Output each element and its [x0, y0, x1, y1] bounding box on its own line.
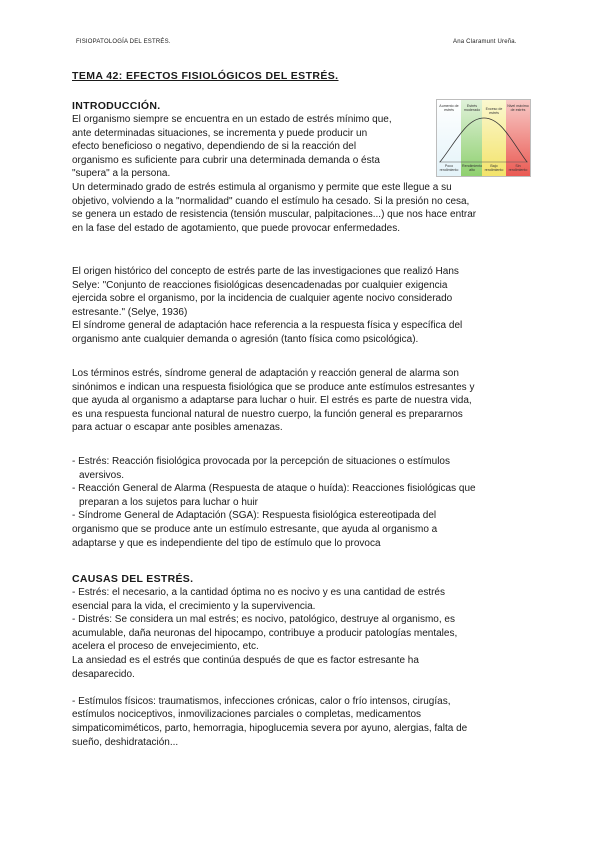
- origin-line: El síndrome general de adaptación hace referencia a la respuesta física y específica del: [72, 320, 463, 332]
- definition-line: - Reacción General de Alarma (Respuesta de ataque o huída): Reacciones fisiológicas que: [72, 483, 476, 495]
- figure-label-bottom-2: Rendimiento alto: [462, 164, 483, 172]
- figure-label-top-1: Aumento de estrés: [439, 104, 459, 112]
- intro-line: Un determinado grado de estrés estimula al organismo y permite que este llegue a su: [72, 181, 452, 193]
- stimuli-line: simpaticomiméticos, parto, hemorragia, hipoglucemia severa por ayuno, alergias, falta de: [72, 722, 468, 734]
- origin-line: estresante." (Selye, 1936): [72, 306, 188, 318]
- page-title: TEMA 42: EFECTOS FISIOLÓGICOS DEL ESTRÉS.: [72, 70, 339, 82]
- origin-section: [72, 265, 532, 347]
- intro-line: efecto beneficioso o negativo, dependiendo de si la reacción del: [72, 141, 357, 153]
- terms-line: para actuar o escapar ante posibles amenazas.: [72, 422, 283, 434]
- causes-line: - Distrés: Se considera un mal estrés; es nocivo, patológico, destruye al organismo, es: [72, 614, 455, 626]
- figure-label-top-4: Nivel máximo de estrés: [507, 104, 529, 112]
- intro-line: "supera" a la persona.: [72, 168, 171, 180]
- terms-line: sinónimos e indican una respuesta fisiológica que se produce ante estímulos estresantes y: [72, 381, 475, 393]
- causes-line: desaparecido.: [72, 668, 135, 680]
- stimuli-line: sueño, deshidratación...: [72, 736, 179, 748]
- intro-line: en la fase del estado de agotamiento, que puede provocar enfermedades.: [72, 222, 401, 234]
- definition-line: organismo que se produce ante un estímulo estresante, que ayuda al organismo a: [72, 523, 438, 535]
- causes-line: acumulable, daña neuronas del hipocampo, contribuye a producir patologías mentales,: [72, 627, 458, 639]
- definition-line: - Estrés: Reacción fisiológica provocada por la percepción de situaciones o estímulos: [72, 456, 450, 467]
- header-author: Ana Claramunt Ureña.: [453, 39, 517, 45]
- intro-line: El organismo siempre se encuentra en un estado de estrés mínimo que,: [72, 114, 392, 125]
- terms-line: Los términos estrés, síndrome general de adaptación y reacción general de alarma son: [72, 368, 459, 379]
- figure-label-top-2: Estrés moderado: [463, 104, 481, 112]
- origin-line: organismo ante cualquier demanda o agresión (tanto física como psicológica).: [72, 333, 419, 345]
- origin-line: El origen histórico del concepto de estrés parte de las investigaciones que realizó Hans: [72, 266, 459, 277]
- causes-line: esencial para la vida, el crecimiento y la supervivencia.: [72, 600, 316, 612]
- stress-curve: [440, 118, 527, 162]
- origin-line: ejercida sobre el organismo, por la incidencia de cualquier agente nocivo considerado: [72, 293, 453, 305]
- figure-label-top-3: Exceso de estrés: [485, 107, 503, 115]
- figure-label-bottom-1: Poco rendimiento: [439, 164, 459, 172]
- causes-section: [72, 573, 532, 749]
- causes-line: - Estrés: el necesario, a la cantidad óptima no es nocivo y es una cantidad de estrés: [72, 587, 445, 598]
- terms-section: [72, 367, 532, 435]
- figure-label-bottom-4: Sin rendimiento: [508, 164, 528, 172]
- header-course: FISIOPATOLOGÍA DEL ESTRÉS.: [76, 39, 171, 45]
- definition-line: aversivos.: [79, 469, 125, 481]
- intro-line: objetivo, volviendo a la "normalidad" cuando el estímulo ha cesado. Si la presión no cesa,: [72, 195, 470, 207]
- terms-line: es una respuesta funcional natural de nuestro cuerpo, la función general es prepararnos: [72, 408, 463, 420]
- causes-line: acelera el proceso de envejecimiento, etc.: [72, 641, 259, 653]
- intro-line: organismo es suficiente para cubrir una determinada demanda o ésta: [72, 154, 380, 166]
- stimuli-line: - Estímulos físicos: traumatismos, infecciones crónicas, calor o frío intensos, cirugías,: [72, 695, 451, 707]
- definition-line: - Síndrome General de Adaptación (SGA): Respuesta fisiológica estereotipada del: [72, 510, 437, 522]
- definitions-section: [72, 455, 532, 550]
- causes-heading: CAUSAS DEL ESTRÉS.: [72, 573, 194, 585]
- origin-line: Selye: "Conjunto de reacciones fisiológicas desencadenadas por cualquier exigencia: [72, 279, 448, 291]
- stimuli-line: estímulos nociceptivos, inmovilizaciones parciales o completas, medicamentos: [72, 709, 422, 721]
- definition-line: adaptarse y que es independiente del tipo de estímulo que lo provoca: [72, 537, 381, 549]
- figure-label-bottom-3: Bajo rendimiento: [484, 164, 504, 172]
- intro-line: se genera un estado de resistencia (tensión muscular, palpitaciones...) que nos hace entrar: [72, 209, 477, 221]
- causes-line: La ansiedad es el estrés que continúa después de que es factor estresante ha: [72, 654, 419, 666]
- intro-line: ante determinadas situaciones, se incrementa y puede producir un: [72, 127, 368, 139]
- terms-line: que ayuda al organismo a adaptarse para luchar o huir. El estrés es parte de nuestra vida,: [72, 395, 472, 407]
- definition-line: preparan a los sujetos para luchar o huir: [79, 496, 258, 508]
- intro-heading: INTRODUCCIÓN.: [72, 100, 161, 112]
- stress-performance-figure: [436, 99, 531, 177]
